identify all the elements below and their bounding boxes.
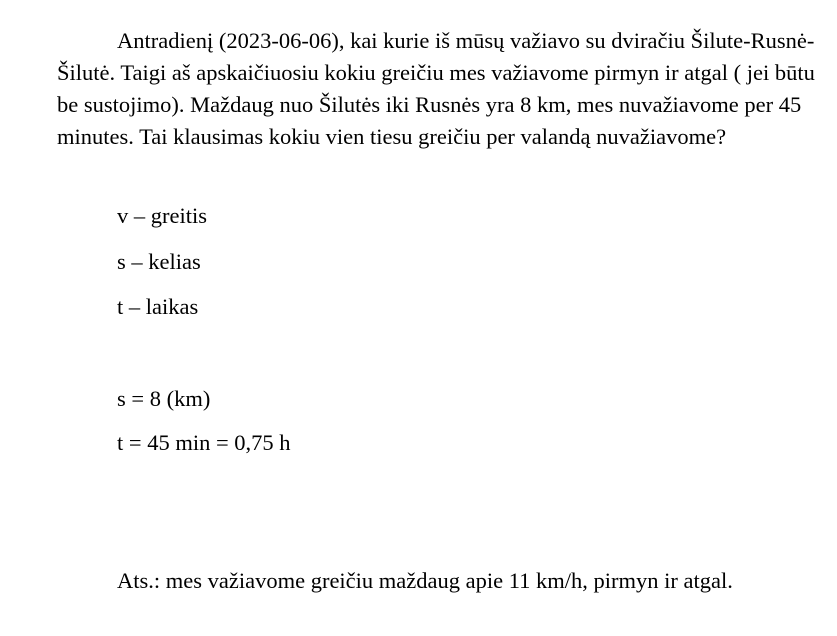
definition-distance: s – kelias: [117, 249, 201, 274]
given-distance: s = 8 (km): [117, 386, 211, 411]
definition-time: t – laikas: [117, 294, 199, 319]
definition-velocity: v – greitis: [117, 203, 207, 228]
answer-paragraph: Ats.: mes važiavome greičiu maždaug apie 11 km/h, pirmyn ir atgal.: [117, 568, 733, 593]
intro-paragraph: Antradienį (2023-06-06), kai kurie iš mūsų važiavo su dviračiu Šilute-Rusnė-Šilutė. Taigi aš apskaičiuosiu kokiu greičiu mes važiavome pirmyn ir atgal ( jei būtu be sustojimo). Maždaug nuo Šilutės iki Rusnės yra 8 km, mes nuvažiavome per 45 minutes. Tai klausimas kokiu vien tiesu greičiu per valandą nuvažiavome?: [57, 28, 815, 149]
given-time: t = 45 min = 0,75 h: [117, 430, 291, 455]
